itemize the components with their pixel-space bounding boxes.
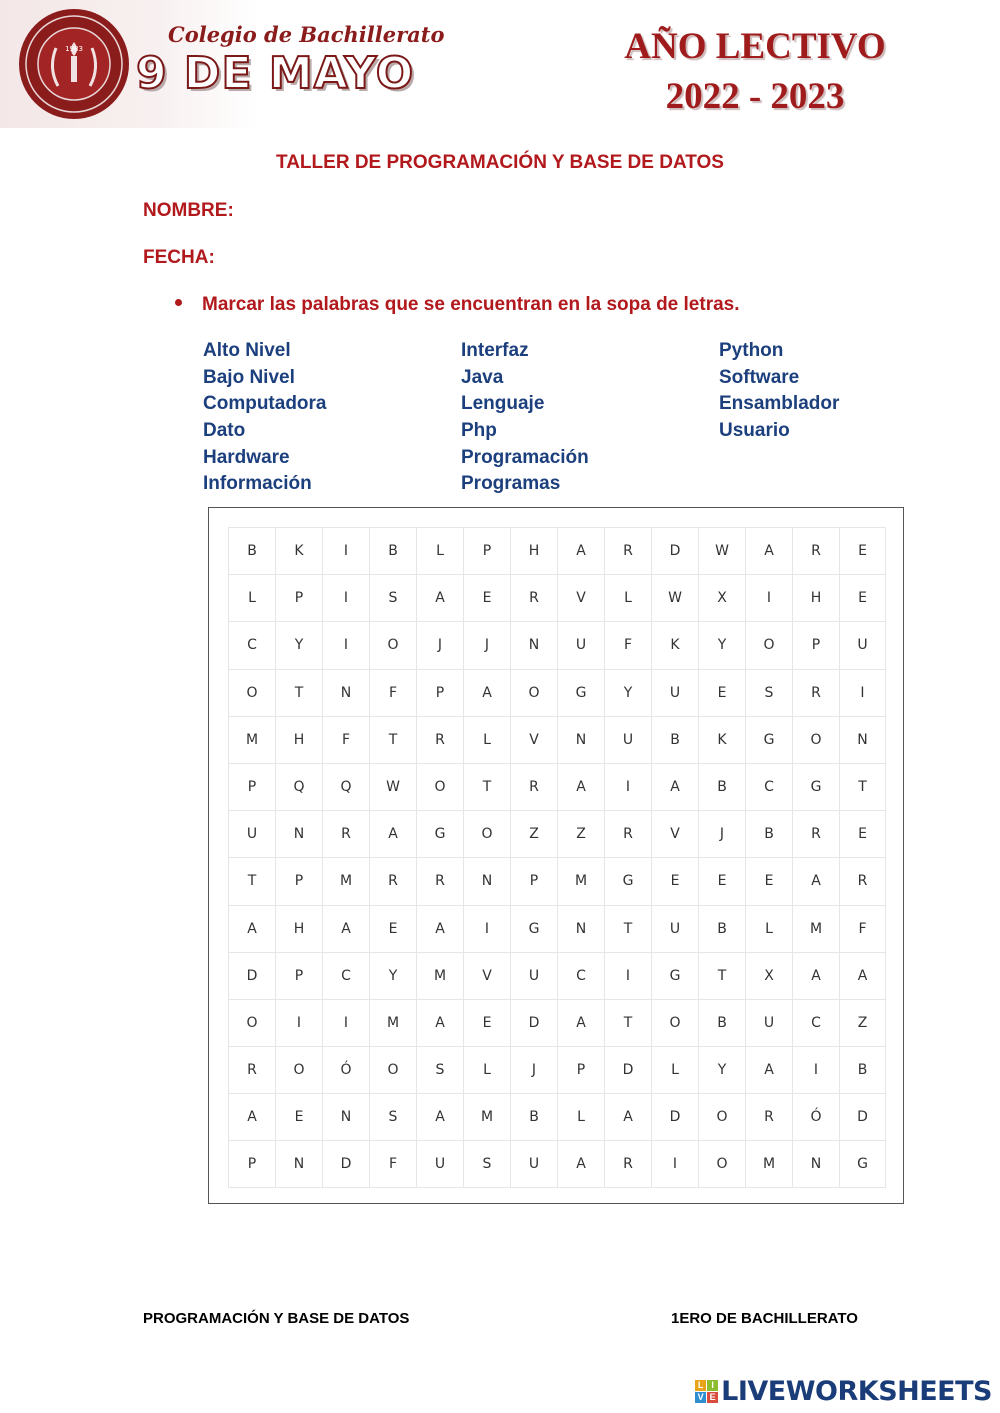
school-name: 9 DE MAYO	[136, 48, 415, 99]
grid-cell[interactable]: C	[792, 999, 839, 1046]
grid-cell[interactable]: N	[275, 1140, 322, 1187]
year-label: AÑO LECTIVO	[624, 26, 886, 67]
grid-cell[interactable]: M	[792, 905, 839, 952]
grid-cell[interactable]: G	[604, 857, 651, 904]
grid-cell[interactable]: R	[792, 527, 839, 574]
word-item: Programas	[461, 473, 561, 495]
grid-cell[interactable]: I	[322, 999, 369, 1046]
grid-cell[interactable]: J	[463, 621, 510, 668]
grid-cell[interactable]: A	[228, 905, 275, 952]
word-item: Alto Nivel	[203, 340, 291, 361]
grid-cell[interactable]: R	[604, 1140, 651, 1187]
grid-cell[interactable]: W	[369, 763, 416, 810]
grid-cell[interactable]: V	[510, 716, 557, 763]
grid-cell[interactable]: F	[604, 621, 651, 668]
grid-cell[interactable]: O	[463, 810, 510, 857]
grid-cell[interactable]: U	[651, 669, 698, 716]
word-item: Información	[203, 473, 312, 495]
grid-cell[interactable]: B	[698, 905, 745, 952]
grid-cell[interactable]: S	[463, 1140, 510, 1187]
grid-cell[interactable]: J	[698, 810, 745, 857]
grid-cell[interactable]: I	[792, 1046, 839, 1093]
grid-cell[interactable]: I	[322, 574, 369, 621]
grid-cell[interactable]: O	[745, 621, 792, 668]
grid-cell[interactable]: G	[651, 952, 698, 999]
grid-cell[interactable]: U	[651, 905, 698, 952]
grid-cell[interactable]: E	[698, 669, 745, 716]
grid-cell[interactable]: L	[228, 574, 275, 621]
grid-cell[interactable]: A	[839, 952, 886, 999]
grid-cell[interactable]: O	[369, 1046, 416, 1093]
grid-cell[interactable]: X	[745, 952, 792, 999]
grid-cell[interactable]: U	[416, 1140, 463, 1187]
grid-cell[interactable]: G	[839, 1140, 886, 1187]
grid-cell[interactable]: V	[463, 952, 510, 999]
grid-cell[interactable]: B	[510, 1093, 557, 1140]
grid-cell[interactable]: H	[275, 716, 322, 763]
grid-cell[interactable]: I	[745, 574, 792, 621]
grid-cell[interactable]: L	[463, 716, 510, 763]
grid-cell[interactable]: A	[557, 999, 604, 1046]
word-item: Lenguaje	[461, 393, 545, 415]
word-item: Java	[461, 366, 504, 388]
academic-year	[600, 22, 910, 122]
grid-cell[interactable]: C	[322, 952, 369, 999]
grid-cell[interactable]: P	[792, 621, 839, 668]
grid-cell[interactable]: P	[228, 763, 275, 810]
grid-cell[interactable]: A	[792, 952, 839, 999]
grid-cell[interactable]: G	[557, 669, 604, 716]
grid-cell[interactable]: R	[416, 716, 463, 763]
word-item: Php	[461, 420, 497, 442]
grid-cell[interactable]: O	[698, 1140, 745, 1187]
grid-cell[interactable]: K	[698, 716, 745, 763]
grid-cell[interactable]: L	[651, 1046, 698, 1093]
grid-cell[interactable]: Ó	[322, 1046, 369, 1093]
grid-cell[interactable]: N	[792, 1140, 839, 1187]
grid-cell[interactable]: B	[698, 999, 745, 1046]
grid-cell[interactable]: A	[557, 1140, 604, 1187]
grid-cell[interactable]: R	[745, 1093, 792, 1140]
word-search-frame	[208, 507, 904, 1204]
word-item: Ensamblador	[719, 393, 840, 415]
grid-cell[interactable]: T	[604, 905, 651, 952]
grid-cell[interactable]: I	[651, 1140, 698, 1187]
word-item: Python	[719, 340, 784, 361]
grid-cell[interactable]: F	[322, 716, 369, 763]
grid-cell[interactable]: E	[698, 857, 745, 904]
grid-cell[interactable]: O	[369, 621, 416, 668]
grid-cell[interactable]: M	[463, 1093, 510, 1140]
grid-cell[interactable]: A	[416, 574, 463, 621]
instruction	[175, 294, 740, 316]
logo-letter: I	[707, 1380, 718, 1391]
footer-grade: 1ERO DE BACHILLERATO	[671, 1310, 858, 1327]
grid-cell[interactable]: U	[228, 810, 275, 857]
grid-cell[interactable]: R	[792, 810, 839, 857]
grid-cell[interactable]: O	[698, 1093, 745, 1140]
grid-cell[interactable]: U	[604, 716, 651, 763]
worksheet-title: TALLER DE PROGRAMACIÓN Y BASE DE DATOS	[276, 152, 724, 173]
grid-cell[interactable]: Y	[369, 952, 416, 999]
grid-cell[interactable]: U	[745, 999, 792, 1046]
grid-cell[interactable]: Z	[839, 999, 886, 1046]
word-column	[719, 338, 977, 498]
grid-cell[interactable]: T	[463, 763, 510, 810]
word-item: Programación	[461, 446, 589, 468]
grid-cell[interactable]: T	[839, 763, 886, 810]
grid-cell[interactable]: M	[745, 1140, 792, 1187]
grid-cell[interactable]: M	[369, 999, 416, 1046]
grid-cell[interactable]: A	[416, 905, 463, 952]
grid-cell[interactable]: E	[463, 574, 510, 621]
grid-cell[interactable]: R	[416, 857, 463, 904]
svg-text:1983: 1983	[65, 45, 83, 53]
grid-cell[interactable]: R	[792, 669, 839, 716]
grid-cell[interactable]: R	[369, 857, 416, 904]
grid-cell[interactable]: I	[604, 763, 651, 810]
grid-cell[interactable]: D	[651, 527, 698, 574]
grid-cell[interactable]: Z	[510, 810, 557, 857]
grid-cell[interactable]: S	[745, 669, 792, 716]
grid-cell[interactable]: E	[745, 857, 792, 904]
grid-cell[interactable]: Y	[698, 1046, 745, 1093]
grid-cell[interactable]: H	[275, 905, 322, 952]
grid-cell[interactable]: F	[369, 669, 416, 716]
grid-cell[interactable]: R	[839, 857, 886, 904]
grid-cell[interactable]: Y	[698, 621, 745, 668]
grid-cell[interactable]: R	[228, 1046, 275, 1093]
grid-cell[interactable]: A	[651, 763, 698, 810]
grid-cell[interactable]: C	[745, 763, 792, 810]
grid-cell[interactable]: L	[557, 1093, 604, 1140]
grid-cell[interactable]: H	[792, 574, 839, 621]
grid-cell[interactable]: G	[792, 763, 839, 810]
footer-subject: PROGRAMACIÓN Y BASE DE DATOS	[143, 1310, 410, 1327]
grid-cell[interactable]: A	[463, 669, 510, 716]
bullet-icon	[175, 299, 182, 306]
grid-cell[interactable]: N	[510, 621, 557, 668]
logo-letter: L	[695, 1380, 706, 1391]
grid-cell[interactable]: U	[510, 952, 557, 999]
grid-cell[interactable]: E	[275, 1093, 322, 1140]
grid-cell[interactable]: N	[322, 1093, 369, 1140]
word-item: Dato	[203, 420, 246, 442]
word-item: Software	[719, 366, 800, 388]
date-label: FECHA:	[143, 247, 215, 268]
grid-cell[interactable]: I	[604, 952, 651, 999]
grid-cell[interactable]: J	[416, 621, 463, 668]
grid-cell[interactable]: C	[557, 952, 604, 999]
grid-cell[interactable]: A	[369, 810, 416, 857]
grid-cell[interactable]: U	[839, 621, 886, 668]
grid-cell[interactable]: M	[416, 952, 463, 999]
school-seal-logo	[18, 8, 130, 120]
grid-cell[interactable]: O	[275, 1046, 322, 1093]
grid-cell[interactable]: E	[463, 999, 510, 1046]
grid-cell[interactable]: O	[228, 999, 275, 1046]
logo-letter: E	[707, 1392, 718, 1403]
grid-cell[interactable]: P	[275, 574, 322, 621]
grid-cell[interactable]: B	[745, 810, 792, 857]
grid-cell[interactable]: A	[322, 905, 369, 952]
grid-cell[interactable]: X	[698, 574, 745, 621]
grid-cell[interactable]: D	[322, 1140, 369, 1187]
grid-cell[interactable]: Q	[275, 763, 322, 810]
grid-cell[interactable]: I	[322, 621, 369, 668]
grid-cell[interactable]: T	[228, 857, 275, 904]
grid-cell[interactable]: O	[651, 999, 698, 1046]
school-subtitle: Colegio de Bachillerato	[168, 22, 445, 47]
grid-cell[interactable]: T	[369, 716, 416, 763]
grid-cell[interactable]: A	[745, 1046, 792, 1093]
word-search-grid	[228, 527, 886, 1188]
grid-cell[interactable]: A	[557, 527, 604, 574]
word-column	[203, 338, 461, 498]
grid-cell[interactable]: L	[416, 527, 463, 574]
word-list	[203, 338, 977, 498]
liveworksheets-logo-icon	[695, 1380, 718, 1403]
grid-cell[interactable]: K	[275, 527, 322, 574]
grid-cell[interactable]: G	[510, 905, 557, 952]
grid-cell[interactable]: I	[463, 905, 510, 952]
grid-cell[interactable]: V	[651, 810, 698, 857]
grid-cell[interactable]: B	[651, 716, 698, 763]
grid-cell[interactable]: J	[510, 1046, 557, 1093]
grid-cell[interactable]: E	[839, 574, 886, 621]
grid-cell[interactable]: E	[839, 527, 886, 574]
grid-cell[interactable]: Q	[322, 763, 369, 810]
grid-cell[interactable]: W	[698, 527, 745, 574]
grid-cell[interactable]: H	[510, 527, 557, 574]
year-range: 2022 - 2023	[665, 76, 845, 117]
grid-cell[interactable]: T	[275, 669, 322, 716]
grid-cell[interactable]: B	[839, 1046, 886, 1093]
grid-cell[interactable]: A	[745, 527, 792, 574]
logo-letter: V	[695, 1392, 706, 1403]
grid-cell[interactable]: N	[275, 810, 322, 857]
grid-cell[interactable]: N	[557, 716, 604, 763]
grid-cell[interactable]: P	[275, 952, 322, 999]
grid-cell[interactable]: T	[698, 952, 745, 999]
grid-cell[interactable]: R	[604, 810, 651, 857]
grid-cell[interactable]: N	[557, 905, 604, 952]
grid-cell[interactable]: E	[369, 905, 416, 952]
word-column	[461, 338, 719, 498]
instruction-text: Marcar las palabras que se encuentran en la sopa de letras.	[202, 294, 740, 315]
grid-cell[interactable]: Y	[275, 621, 322, 668]
grid-cell[interactable]: F	[839, 905, 886, 952]
grid-cell[interactable]: R	[510, 763, 557, 810]
grid-cell[interactable]: O	[416, 763, 463, 810]
grid-cell[interactable]: D	[510, 999, 557, 1046]
grid-cell[interactable]: L	[463, 1046, 510, 1093]
grid-cell[interactable]: M	[557, 857, 604, 904]
grid-cell[interactable]: C	[228, 621, 275, 668]
grid-cell[interactable]: A	[604, 1093, 651, 1140]
grid-cell[interactable]: N	[463, 857, 510, 904]
grid-cell[interactable]: M	[228, 716, 275, 763]
grid-cell[interactable]: P	[557, 1046, 604, 1093]
grid-cell[interactable]: N	[839, 716, 886, 763]
grid-cell[interactable]: F	[369, 1140, 416, 1187]
grid-cell[interactable]: D	[604, 1046, 651, 1093]
grid-cell[interactable]: A	[557, 763, 604, 810]
grid-cell[interactable]: W	[651, 574, 698, 621]
grid-cell[interactable]: L	[604, 574, 651, 621]
word-item: Computadora	[203, 393, 327, 415]
grid-cell[interactable]: P	[228, 1140, 275, 1187]
grid-cell[interactable]: B	[228, 527, 275, 574]
grid-cell[interactable]: B	[369, 527, 416, 574]
grid-cell[interactable]: E	[651, 857, 698, 904]
grid-cell[interactable]: R	[322, 810, 369, 857]
grid-cell[interactable]: U	[557, 621, 604, 668]
grid-cell[interactable]: S	[369, 574, 416, 621]
grid-cell[interactable]: I	[322, 527, 369, 574]
grid-cell[interactable]: Y	[604, 669, 651, 716]
grid-cell[interactable]: I	[275, 999, 322, 1046]
grid-cell[interactable]: D	[839, 1093, 886, 1140]
grid-cell[interactable]: P	[510, 857, 557, 904]
grid-cell[interactable]: T	[604, 999, 651, 1046]
word-item: Bajo Nivel	[203, 366, 295, 388]
grid-cell[interactable]: Z	[557, 810, 604, 857]
grid-cell[interactable]: P	[416, 669, 463, 716]
grid-cell[interactable]: Ó	[792, 1093, 839, 1140]
grid-cell[interactable]: A	[416, 1093, 463, 1140]
grid-cell[interactable]: R	[604, 527, 651, 574]
word-item: Interfaz	[461, 340, 529, 361]
grid-cell[interactable]: G	[745, 716, 792, 763]
liveworksheets-watermark[interactable]	[695, 1376, 992, 1407]
grid-cell[interactable]: R	[510, 574, 557, 621]
grid-cell[interactable]: E	[839, 810, 886, 857]
grid-cell[interactable]: G	[416, 810, 463, 857]
grid-cell[interactable]: S	[369, 1093, 416, 1140]
grid-cell[interactable]: P	[275, 857, 322, 904]
grid-cell[interactable]: U	[510, 1140, 557, 1187]
grid-cell[interactable]: A	[228, 1093, 275, 1140]
grid-cell[interactable]: M	[322, 857, 369, 904]
grid-cell[interactable]: D	[228, 952, 275, 999]
grid-cell[interactable]: A	[792, 857, 839, 904]
grid-cell[interactable]: I	[839, 669, 886, 716]
grid-cell[interactable]: P	[463, 527, 510, 574]
grid-cell[interactable]: O	[510, 669, 557, 716]
grid-cell[interactable]: O	[792, 716, 839, 763]
grid-cell[interactable]: D	[651, 1093, 698, 1140]
grid-cell[interactable]: N	[322, 669, 369, 716]
grid-cell[interactable]: O	[228, 669, 275, 716]
name-label: NOMBRE:	[143, 200, 234, 221]
grid-cell[interactable]: L	[745, 905, 792, 952]
word-item: Usuario	[719, 420, 790, 442]
grid-cell[interactable]: A	[416, 999, 463, 1046]
grid-cell[interactable]: V	[557, 574, 604, 621]
liveworksheets-text: LIVEWORKSHEETS	[721, 1376, 992, 1407]
word-item: Hardware	[203, 446, 290, 468]
grid-cell[interactable]: K	[651, 621, 698, 668]
grid-cell[interactable]: B	[698, 763, 745, 810]
grid-cell[interactable]: S	[416, 1046, 463, 1093]
